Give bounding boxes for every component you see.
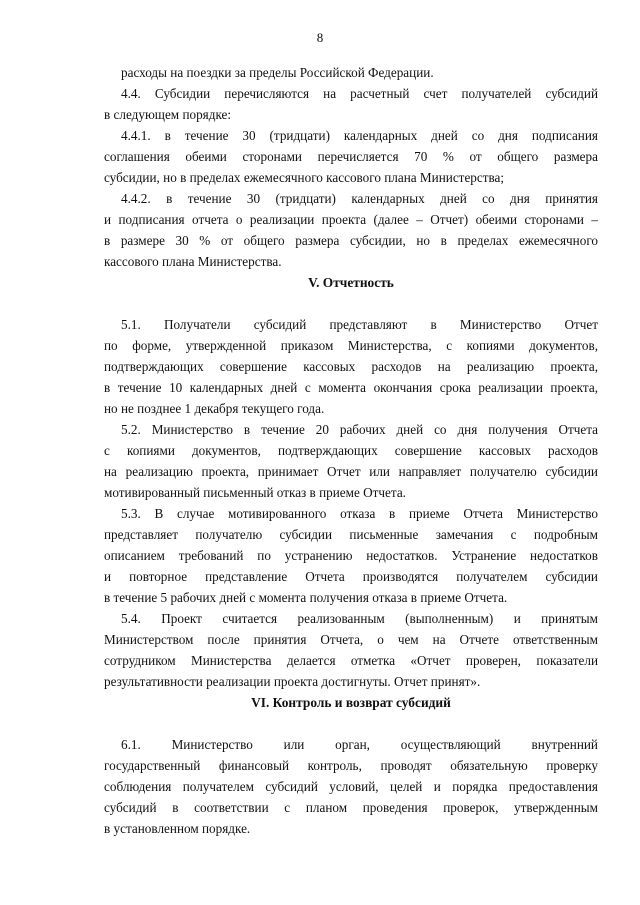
- page-number: 8: [316, 30, 324, 45]
- text-line: представляет получателю субсидии письменные замечания с подробным: [104, 527, 598, 542]
- text-line: расходы на поездки за пределы Российской Федерации.: [121, 65, 434, 80]
- section-heading: VI. Контроль и возврат субсидий: [251, 695, 451, 710]
- paragraph: [104, 83, 598, 125]
- text-line: 5.1. Получатели субсидий представляют в Министерство Отчет: [121, 317, 598, 332]
- text-line: и повторное представление Отчета производятся получателем субсидии: [104, 569, 598, 584]
- text-line: 5.2. Министерство в течение 20 рабочих дней со дня получения Отчета: [121, 422, 598, 437]
- text-line: субсидии, но в пределах ежемесячного кассового плана Министерства;: [104, 170, 505, 185]
- text-line: на реализацию проекта, принимает Отчет или направляет получателю субсидии: [104, 464, 598, 479]
- text-line: результативности реализации проекта достигнуты. Отчет принят».: [104, 674, 481, 689]
- section-heading: V. Отчетность: [308, 275, 394, 290]
- text-line: в установленном порядке.: [104, 821, 251, 836]
- text-line: 5.4. Проект считается реализованным (выполненным) и принятым: [121, 611, 598, 626]
- text-line: кассового плана Министерства.: [104, 254, 282, 269]
- paragraph: [104, 62, 598, 83]
- text-line: государственный финансовый контроль, проводят обязательную проверку: [104, 758, 598, 773]
- text-line: в размере 30 % от общего размера субсидии, но в пределах ежемесячного: [104, 233, 598, 248]
- text-line: 6.1. Министерство или орган, осуществляющий внутренний: [121, 737, 598, 752]
- text-line: но не позднее 1 декабря текущего года.: [104, 401, 325, 416]
- text-line: сотрудником Министерства делается отметка «Отчет проверен, показатели: [104, 653, 598, 668]
- text-line: подтверждающих совершение кассовых расходов на реализацию проекта,: [104, 359, 598, 374]
- text-line: соглашения обеими сторонами перечисляется 70 % от общего размера: [104, 149, 598, 164]
- text-line: по форме, утвержденной приказом Министерства, с копиями документов,: [104, 338, 598, 353]
- paragraph: [104, 125, 598, 188]
- text-line: соблюдения получателем субсидий условий, целей и порядка предоставления: [104, 779, 598, 794]
- text-line: описанием требований по устранению недостатков. Устранение недостатков: [104, 548, 598, 563]
- text-line: и подписания отчета о реализации проекта (далее – Отчет) обеими сторонами –: [104, 212, 598, 227]
- text-line: с копиями документов, подтверждающих совершение кассовых расходов: [104, 443, 598, 458]
- text-line: в течение 5 рабочих дней с момента получения отказа в приеме Отчета.: [104, 590, 508, 605]
- paragraph: [104, 734, 598, 839]
- text-line: 4.4. Субсидии перечисляются на расчетный счет получателей субсидий: [121, 86, 598, 101]
- text-line: в следующем порядке:: [104, 107, 232, 122]
- paragraph: [104, 419, 598, 503]
- paragraph: [104, 188, 598, 272]
- paragraph: [104, 314, 598, 419]
- text-line: 4.4.2. в течение 30 (тридцати) календарных дней со дня принятия: [121, 191, 598, 206]
- text-line: Министерством после принятия Отчета, о чем на Отчете ответственным: [104, 632, 598, 647]
- text-line: субсидий в соответствии с планом проведения проверок, утвержденным: [104, 800, 598, 815]
- text-line: мотивированный письменный отказ в приеме Отчета.: [104, 485, 406, 500]
- text-line: в течение 10 календарных дней с момента окончания срока реализации проекта,: [104, 380, 598, 395]
- text-line: 5.3. В случае мотивированного отказа в приеме Отчета Министерство: [121, 506, 598, 521]
- text-line: 4.4.1. в течение 30 (тридцати) календарных дней со дня подписания: [121, 128, 598, 143]
- paragraph: [104, 503, 598, 608]
- paragraph: [104, 608, 598, 692]
